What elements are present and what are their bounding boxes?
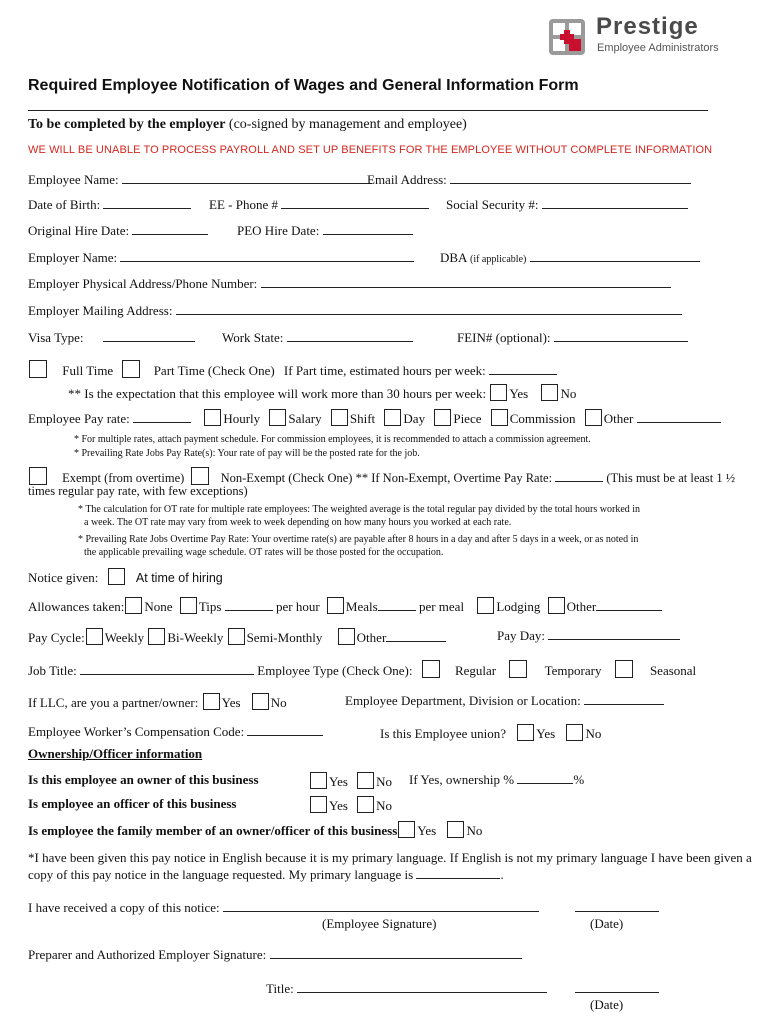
pay-salary-checkbox[interactable] (269, 409, 286, 426)
allow-meals-field[interactable] (378, 599, 416, 611)
peo-hire-row (237, 223, 413, 238)
officer-question: Is employee an officer of this business (28, 796, 237, 811)
employer-name-label: Employer Name: (28, 250, 118, 265)
title-label: Title: (266, 981, 294, 996)
allow-other-checkbox[interactable] (548, 597, 565, 614)
pay-note-prevailing: * Prevailing Rate Jobs Pay Rate(s): Your rate of pay will be the posted rate for the job. (74, 448, 420, 459)
employee-date-line[interactable] (575, 900, 659, 915)
email-label: Email Address: (367, 172, 447, 187)
thirty-hours-row (68, 384, 576, 401)
pay-piece-checkbox[interactable] (434, 409, 451, 426)
pay-piece-label: Piece (453, 411, 482, 426)
comp-code-field[interactable] (247, 724, 323, 736)
pay-day-label: Day (403, 411, 426, 426)
pay-hourly-checkbox[interactable] (204, 409, 221, 426)
overtime-rule-continued: times regular pay rate, with few exceptions) (28, 484, 248, 498)
allow-per-hour-label: per hour (275, 599, 320, 614)
pay-cycle-row (28, 628, 446, 645)
title-rule (28, 110, 708, 111)
work-state-row (222, 330, 413, 345)
visa-label: Visa Type: (28, 330, 84, 345)
department-field[interactable] (584, 693, 664, 705)
allow-none-checkbox[interactable] (125, 597, 142, 614)
orig-hire-field[interactable] (132, 223, 208, 235)
preparer-label: Preparer and Authorized Employer Signature: (28, 947, 267, 962)
allow-per-meal-label: per meal (418, 599, 465, 614)
warning-text: WE WILL BE UNABLE TO PROCESS PAYROLL AND SET UP BENEFITS FOR THE EMPLOYEE WITHOUT COMPLETE INFORMATION (28, 144, 713, 156)
preparer-row (28, 947, 522, 962)
pay-day-field[interactable] (548, 628, 680, 640)
type-seasonal-label: Seasonal (649, 663, 697, 678)
officer-yes-checkbox[interactable] (310, 796, 327, 813)
part-time-checkbox[interactable] (122, 360, 140, 378)
title-row (266, 981, 547, 996)
physical-address-field[interactable] (261, 276, 671, 288)
pay-salary-label: Salary (288, 411, 322, 426)
phone-field[interactable] (281, 197, 429, 209)
thirty-hours-no-label: No (560, 386, 577, 401)
exempt-checkbox[interactable] (29, 467, 47, 485)
ssn-label: Social Security #: (446, 197, 539, 212)
department-label: Employee Department, Division or Location: (345, 693, 581, 708)
family-no-checkbox[interactable] (447, 821, 464, 838)
subtitle (28, 117, 467, 132)
overtime-rule-text: (This must be at least 1 ½ (606, 471, 736, 485)
language-text: *I have been given this pay notice in English because it is my primary language. If English is not my primary language I have been given a copy of this pay notice in the language requested. My primary language is (28, 850, 752, 882)
type-regular-label: Regular (454, 663, 497, 678)
family-yes-label: Yes (417, 823, 437, 838)
job-title-label: Job Title: (28, 663, 77, 678)
allow-tips-checkbox[interactable] (180, 597, 197, 614)
llc-no-label: No (270, 695, 287, 710)
officer-yes-label: Yes (329, 798, 348, 813)
preparer-date-caption: (Date) (590, 997, 624, 1012)
allow-tips-label: Tips (198, 599, 222, 614)
dob-row (28, 197, 191, 212)
phone-row (209, 197, 429, 212)
dob-field[interactable] (103, 197, 191, 209)
job-title-field[interactable] (80, 663, 254, 675)
work-state-field[interactable] (287, 330, 413, 342)
notice-hiring-checkbox[interactable] (108, 568, 125, 585)
owner-no-label: No (376, 774, 393, 789)
employer-name-field[interactable] (120, 250, 414, 262)
notice-row (28, 568, 223, 586)
fein-row (457, 330, 688, 345)
officer-no-label: No (376, 798, 393, 813)
exempt-label: Exempt (from overtime) (62, 471, 185, 485)
allow-lodging-label: Lodging (496, 599, 541, 614)
preparer-signature-field[interactable] (270, 947, 522, 959)
ot-note-1b: a week. The OT rate may vary from week to week depending on how many hours you worked at each rate. (84, 517, 512, 528)
thirty-hours-yes-checkbox[interactable] (490, 384, 507, 401)
allow-none-label: None (144, 599, 173, 614)
ownership-pct-label: If Yes, ownership % (409, 772, 515, 787)
preparer-date-line[interactable] (575, 981, 659, 996)
ownership-heading: Ownership/Officer information (28, 746, 203, 761)
employee-type-label: Employee Type (Check One): (257, 663, 413, 678)
cycle-semimonthly-label: Semi-Monthly (246, 630, 323, 645)
thirty-hours-label: ** Is the expectation that this employee will work more than 30 hours per week: (68, 386, 487, 401)
notice-hiring-label: At time of hiring (135, 571, 223, 585)
pay-rate-label: Employee Pay rate: (28, 411, 130, 426)
overtime-rate-field[interactable] (555, 470, 603, 482)
type-temporary-label: Temporary (544, 663, 602, 678)
owner-checkboxes (309, 772, 392, 789)
allow-lodging-checkbox[interactable] (477, 597, 494, 614)
prestige-logo-icon (548, 18, 586, 56)
cycle-other-label: Other (356, 630, 387, 645)
time-status-row (28, 360, 557, 378)
allowances-row (28, 597, 662, 614)
received-row (28, 900, 539, 915)
type-seasonal-checkbox[interactable] (615, 660, 633, 678)
physical-address-row (28, 276, 671, 291)
subtitle-rest: (co-signed by management and employee) (228, 117, 467, 132)
subtitle-bold: To be completed by the employer (28, 117, 226, 132)
pay-shift-label: Shift (349, 411, 376, 426)
cycle-biweekly-label: Bi-Weekly (167, 630, 224, 645)
owner-question: Is this employee an owner of this business (28, 772, 259, 787)
officer-no-checkbox[interactable] (357, 796, 374, 813)
llc-yes-label: Yes (221, 695, 241, 710)
employee-signature-caption: (Employee Signature) (322, 916, 437, 931)
mailing-address-row (28, 303, 682, 318)
owner-yes-checkbox[interactable] (310, 772, 327, 789)
comp-code-label: Employee Worker’s Compensation Code: (28, 724, 245, 739)
llc-no-checkbox[interactable] (252, 693, 269, 710)
full-time-checkbox[interactable] (29, 360, 47, 378)
thirty-hours-no-checkbox[interactable] (541, 384, 558, 401)
fein-field[interactable] (554, 330, 688, 342)
ownership-pct-field[interactable] (517, 772, 573, 784)
form-title: Required Employee Notification of Wages and General Information Form (28, 77, 579, 94)
title-field[interactable] (297, 981, 547, 993)
dba-field[interactable] (530, 250, 700, 262)
allowances-label: Allowances taken: (28, 599, 125, 614)
dba-note: (if applicable) (469, 254, 527, 265)
owner-yes-label: Yes (329, 774, 348, 789)
dba-label: DBA (440, 250, 467, 265)
ownership-pct-row (409, 772, 584, 787)
dba-row (440, 250, 700, 266)
union-no-label: No (585, 726, 602, 741)
logo-tagline: Employee Administrators (597, 42, 719, 54)
employee-name-label: Employee Name: (28, 172, 119, 187)
language-period: . (500, 867, 504, 882)
cycle-semimonthly-checkbox[interactable] (228, 628, 245, 645)
ot-note-2b: the applicable prevailing wage schedule. OT rates will be those posted for the occupation. (84, 547, 444, 558)
email-field[interactable] (450, 172, 691, 184)
employee-signature-field[interactable] (223, 900, 539, 912)
mailing-address-label: Employer Mailing Address: (28, 303, 173, 318)
ssn-row (446, 197, 688, 212)
notice-label: Notice given: (28, 570, 99, 585)
pay-shift-checkbox[interactable] (331, 409, 348, 426)
ot-note-2a: * Prevailing Rate Jobs Overtime Pay Rate: Your overtime rate(s) are payable after 8 hours in a day and after 5 days in a week, or as noted in (78, 534, 639, 545)
employee-date-caption: (Date) (590, 916, 624, 931)
employer-name-row (28, 250, 414, 265)
peo-hire-field[interactable] (323, 223, 413, 235)
non-exempt-label: Non-Exempt (Check One) ** If Non-Exempt, Overtime Pay Rate: (220, 471, 553, 485)
phone-label: EE - Phone # (209, 197, 278, 212)
pay-other-field[interactable] (637, 411, 721, 423)
pay-other-label: Other (603, 411, 634, 426)
pay-day-label: Pay Day: (497, 628, 546, 643)
union-row (380, 724, 601, 741)
comp-code-row (28, 724, 323, 739)
owner-no-checkbox[interactable] (357, 772, 374, 789)
received-label: I have received a copy of this notice: (28, 900, 220, 915)
allow-other-label: Other (566, 599, 597, 614)
job-title-row (28, 660, 696, 678)
employee-name-row (28, 172, 372, 187)
pay-day-row (497, 628, 680, 643)
full-time-label: Full Time (62, 363, 114, 378)
pay-rate-row (28, 409, 721, 426)
pay-hourly-label: Hourly (223, 411, 261, 426)
work-state-label: Work State: (222, 330, 284, 345)
officer-checkboxes (309, 796, 392, 813)
union-label: Is this Employee union? (380, 726, 507, 741)
allow-tips-field[interactable] (225, 599, 273, 611)
llc-yes-checkbox[interactable] (203, 693, 220, 710)
dob-label: Date of Birth: (28, 197, 101, 212)
allow-meals-label: Meals (345, 599, 378, 614)
pay-other-checkbox[interactable] (585, 409, 602, 426)
type-temporary-checkbox[interactable] (509, 660, 527, 678)
peo-hire-label: PEO Hire Date: (237, 223, 320, 238)
employee-name-field[interactable] (122, 172, 372, 184)
primary-language-field[interactable] (416, 867, 500, 879)
physical-address-label: Employer Physical Address/Phone Number: (28, 276, 258, 291)
pay-commission-label: Commission (509, 411, 576, 426)
part-time-label: Part Time (Check One) (153, 363, 275, 378)
family-row (28, 821, 482, 838)
logo-name: Prestige (596, 13, 699, 40)
union-no-checkbox[interactable] (566, 724, 583, 741)
orig-hire-row (28, 223, 208, 238)
cycle-biweekly-checkbox[interactable] (148, 628, 165, 645)
union-yes-label: Yes (536, 726, 556, 741)
cycle-other-checkbox[interactable] (338, 628, 355, 645)
family-yes-checkbox[interactable] (398, 821, 415, 838)
non-exempt-checkbox[interactable] (191, 467, 209, 485)
allow-meals-checkbox[interactable] (327, 597, 344, 614)
department-row (345, 693, 664, 708)
company-logo (548, 15, 723, 59)
pay-day-checkbox[interactable] (384, 409, 401, 426)
pay-note-multiple: * For multiple rates, attach payment schedule. For commission employees, it is recommended to attach a commission agreement. (74, 434, 591, 445)
llc-label: If LLC, are you a partner/owner: (28, 695, 199, 710)
fein-label: FEIN# (optional): (457, 330, 551, 345)
cycle-weekly-label: Weekly (104, 630, 145, 645)
llc-row (28, 693, 287, 710)
cycle-other-field[interactable] (386, 630, 446, 642)
visa-field[interactable] (103, 330, 195, 342)
ssn-field[interactable] (542, 197, 688, 209)
visa-row (28, 330, 195, 345)
pay-rate-field[interactable] (133, 411, 191, 423)
ownership-pct-sign: % (573, 772, 585, 787)
thirty-hours-yes-label: Yes (509, 386, 529, 401)
email-row (367, 172, 691, 187)
family-question: Is employee the family member of an owner/officer of this business (28, 823, 398, 838)
part-time-hours-label: If Part time, estimated hours per week: (283, 363, 486, 378)
mailing-address-field[interactable] (176, 303, 682, 315)
ot-note-1a: * The calculation for OT rate for multiple rate employees: The weighted average is the total regular pay divided by the total hours worked in (78, 504, 641, 515)
allow-other-field[interactable] (596, 599, 662, 611)
language-paragraph (28, 849, 766, 883)
cycle-weekly-checkbox[interactable] (86, 628, 103, 645)
type-regular-checkbox[interactable] (422, 660, 440, 678)
part-time-hours-field[interactable] (489, 363, 557, 375)
family-no-label: No (466, 823, 483, 838)
union-yes-checkbox[interactable] (517, 724, 534, 741)
pay-commission-checkbox[interactable] (491, 409, 508, 426)
orig-hire-label: Original Hire Date: (28, 223, 130, 238)
pay-cycle-label: Pay Cycle: (28, 630, 85, 645)
